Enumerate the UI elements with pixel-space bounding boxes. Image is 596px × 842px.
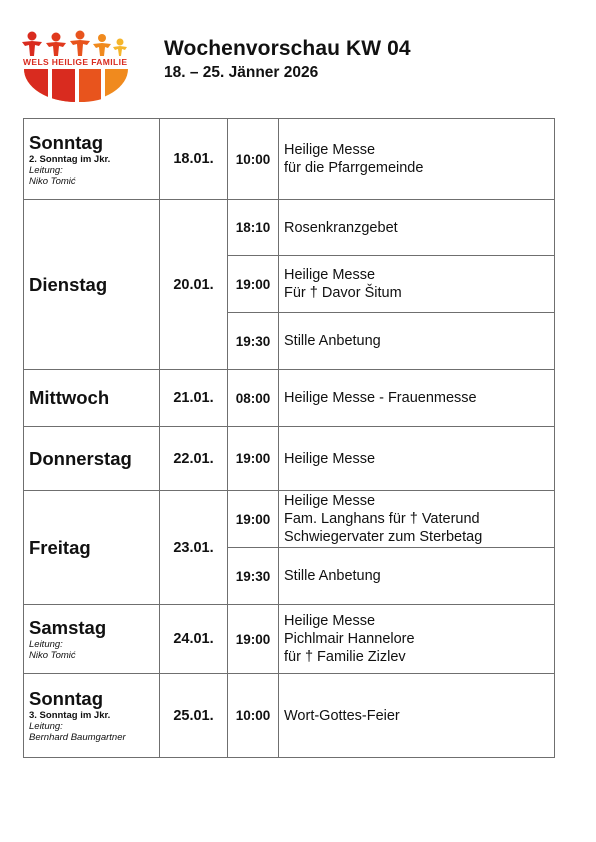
table-row	[24, 674, 555, 758]
time-cell: 19:00	[228, 256, 279, 313]
day-name: Dienstag	[29, 273, 108, 295]
table-row	[24, 200, 555, 256]
event-line: Heilige Messe	[284, 613, 376, 629]
page-subtitle: 18. – 25. Jänner 2026	[164, 64, 319, 81]
time-cell: 10:00	[228, 119, 279, 200]
event-line: Stille Anbetung	[284, 568, 381, 584]
event-line: Wort-Gottes-Feier	[284, 707, 400, 724]
date-cell: 22.01.	[160, 427, 228, 491]
date-cell: 25.01.	[160, 674, 228, 758]
leitung-label: Leitung:	[29, 639, 63, 650]
event-line: Heilige Messe	[284, 142, 376, 158]
event-line: für die Pfarrgemeinde	[284, 160, 424, 176]
event-line: Rosenkranzgebet	[284, 219, 398, 236]
time-cell: 10:00	[228, 674, 279, 758]
leitung-name: Niko Tomić	[29, 175, 76, 187]
event-line: Fam. Langhans für † Vaterund	[284, 511, 480, 527]
time-cell: 19:00	[228, 491, 279, 548]
schedule-table	[23, 118, 555, 758]
day-cell	[24, 674, 160, 758]
event-line: Stille Anbetung	[284, 333, 381, 349]
day-cell	[24, 427, 160, 491]
date-cell: 24.01.	[160, 605, 228, 674]
day-subtitle: 3. Sonntag im Jkr.	[29, 710, 111, 721]
event-line: Pichlmair Hannelore	[284, 631, 415, 647]
event-cell	[279, 491, 555, 548]
event-line: Heilige Messe	[284, 493, 376, 509]
time-cell: 08:00	[228, 370, 279, 427]
table-row	[24, 370, 555, 427]
leitung-label: Leitung:	[29, 721, 63, 732]
time-cell: 19:30	[228, 548, 279, 605]
time-cell: 18:10	[228, 200, 279, 256]
time-cell: 19:00	[228, 605, 279, 674]
parish-logo	[20, 28, 132, 102]
time-cell: 19:30	[228, 313, 279, 370]
event-cell	[279, 370, 555, 427]
day-cell	[24, 605, 160, 674]
event-line: Heilige Messe	[284, 267, 376, 283]
day-name: Sonntag	[29, 131, 103, 153]
day-cell	[24, 200, 160, 370]
event-line: Für † Davor Šitum	[284, 285, 402, 301]
table-row	[24, 605, 555, 674]
day-name: Freitag	[29, 536, 91, 558]
day-name: Samstag	[29, 617, 107, 638]
day-cell	[24, 119, 160, 200]
people-figures-icon	[22, 31, 127, 57]
day-name: Mittwoch	[29, 387, 110, 408]
event-line: Schwiegervater zum Sterbetag	[284, 529, 483, 545]
leitung-label: Leitung:	[29, 164, 63, 176]
date-cell: 20.01.	[160, 200, 228, 370]
table-row	[24, 491, 555, 548]
event-cell	[279, 548, 555, 605]
event-line: für † Familie Zizlev	[284, 649, 406, 665]
event-cell	[279, 605, 555, 674]
event-cell	[279, 427, 555, 491]
event-cell	[279, 119, 555, 200]
time-cell: 19:00	[228, 427, 279, 491]
day-name: Sonntag	[29, 688, 103, 709]
page-title: Wochenvorschau KW 04	[164, 37, 411, 60]
event-cell	[279, 313, 555, 370]
event-line: Heilige Messe	[284, 450, 376, 467]
table-row	[24, 427, 555, 491]
event-cell	[279, 674, 555, 758]
day-cell	[24, 491, 160, 605]
day-cell	[24, 370, 160, 427]
date-cell: 21.01.	[160, 370, 228, 427]
day-subtitle: 2. Sonntag im Jkr.	[29, 153, 111, 165]
event-cell	[279, 200, 555, 256]
leitung-name: Bernhard Baumgartner	[29, 732, 126, 743]
event-cell	[279, 256, 555, 313]
leitung-name: Niko Tomić	[29, 650, 76, 661]
logo-text: WELS HEILIGE FAMILIE	[23, 57, 127, 67]
table-row	[24, 119, 555, 200]
event-line: Heilige Messe - Frauenmesse	[284, 390, 477, 406]
date-cell: 23.01.	[160, 491, 228, 605]
day-name: Donnerstag	[29, 447, 132, 469]
date-cell: 18.01.	[160, 119, 228, 200]
